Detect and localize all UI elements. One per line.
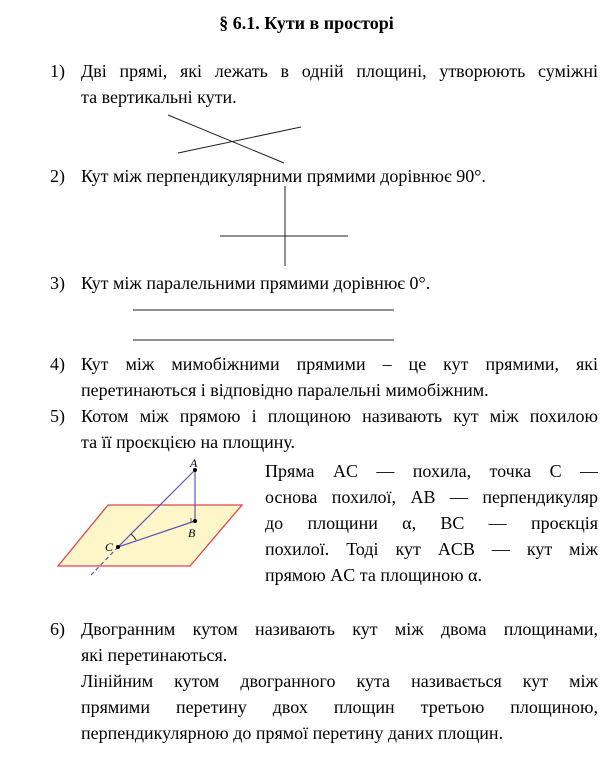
item-5-number: 5) [50,406,65,426]
item-1-line-1: Дві прямі, які лежать в одній площині, утворюють суміжні [81,61,598,81]
label-c: C [105,540,114,554]
item-2-line-1: Кут між перпендикулярними прямими дорівнює 90°. [81,166,486,186]
label-a: A [190,456,198,470]
item-5-side-4: похилої. Тоді кут ACB — кут між [265,539,598,559]
item-6-line-1: Двогранним кутом називають кут між двома площинами, [81,619,598,639]
item-3-line-1: Кут між паралельними прямими дорівнює 0°. [81,273,431,293]
item-5-side-3: до площини α, BC — проєкція [265,513,598,533]
item-4-number: 4) [50,354,65,374]
item-2-number: 2) [50,166,65,186]
label-b: B [188,526,196,540]
item-5-line-2: та її проєкцією на площину. [81,432,296,452]
plane-alpha [58,505,242,566]
item-6-number: 6) [50,619,65,639]
item-6-line-2: які перетинаються. [81,645,228,665]
item-3-number: 3) [50,273,65,293]
item-5-side-5: прямою AC та площиною α. [265,565,482,585]
item-5-side-1: Пряма AC — похила, точка C — [265,461,598,481]
item-4-line-1: Кут між мимобіжними прямими – це кут прямими, які [81,354,598,374]
page-title: § 6.1. Кути в просторі [219,13,394,33]
item-6-extra-2: прямими перетину двох площин третьою площиною, [81,697,598,717]
item-5-line-1: Котом між прямою і площиною називають кут між похилою [81,406,598,426]
item-5-side-2: основа похилої, AB — перпендикуляр [265,487,598,507]
item-1-number: 1) [50,61,65,81]
item-1-line-2: та вертикальні кути. [81,87,237,107]
item-4-line-2: перетинаються і відповідно паралельні мимобіжним. [81,380,489,400]
item-6-extra-3: перпендикулярною до прямої перетину даних площин. [81,723,504,743]
item-6-extra-1: Лінійним кутом двогранного кута називається кут між [81,671,598,691]
